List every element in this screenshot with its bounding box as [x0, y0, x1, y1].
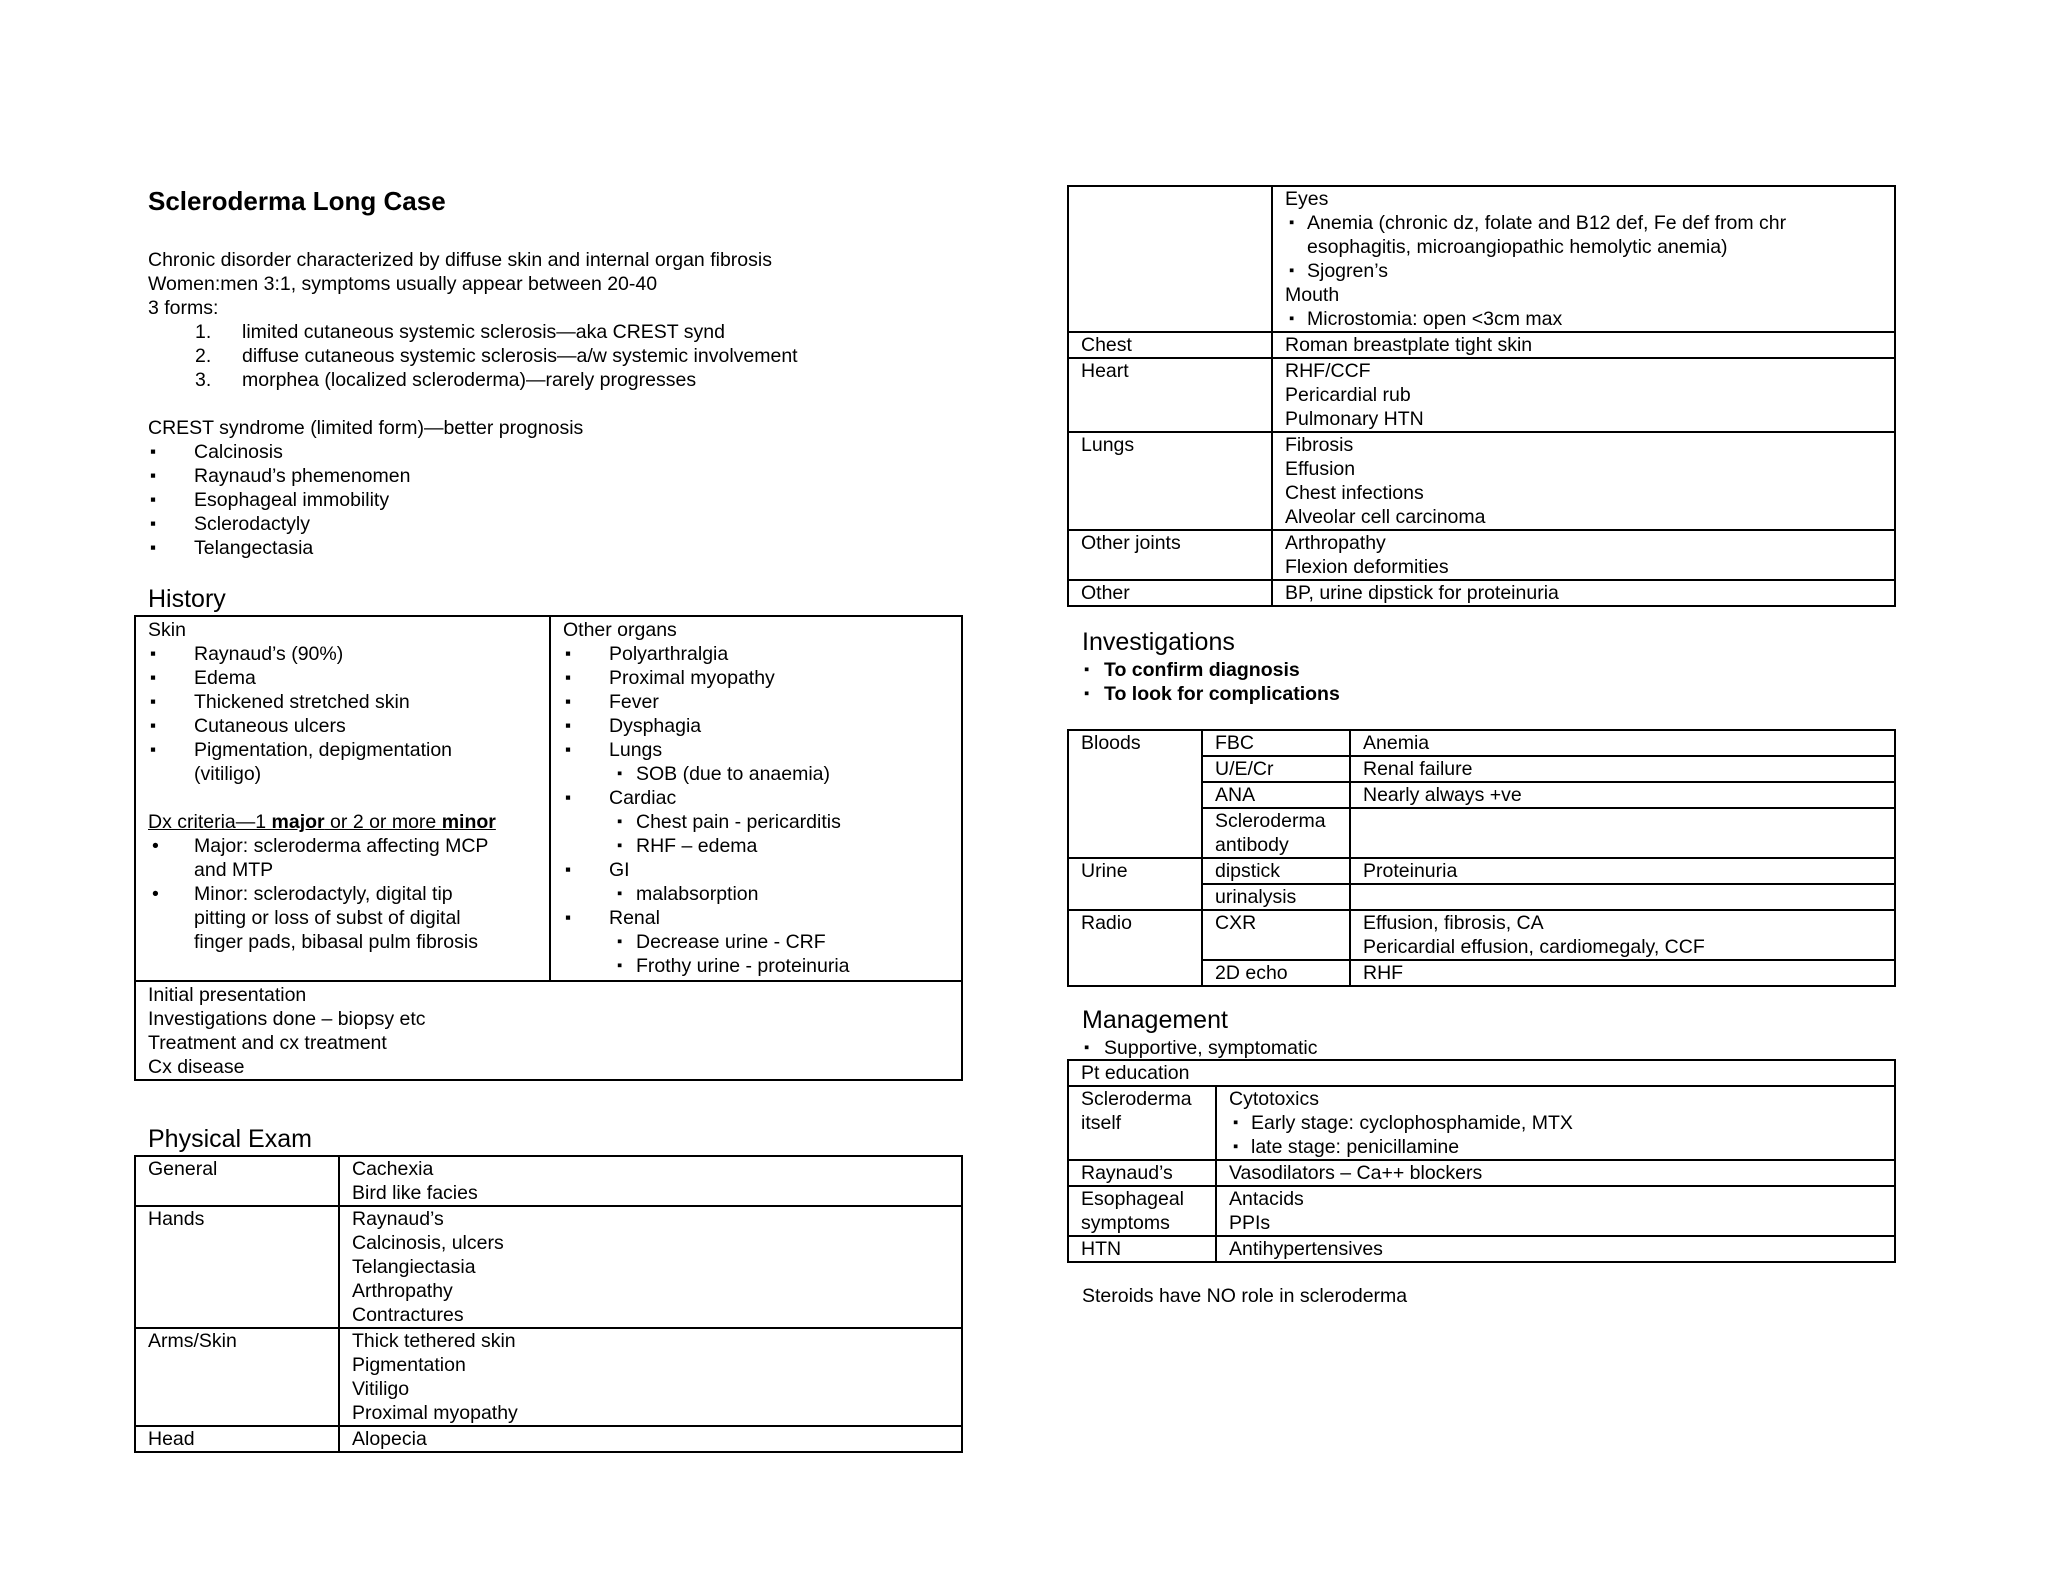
list-item: ▪ To confirm diagnosis: [1080, 658, 1340, 682]
list-item: ▪ Telangectasia: [148, 536, 583, 560]
list-item: ▪ Thickened stretched skin: [148, 690, 549, 714]
exam-findings: Thick tethered skin Pigmentation Vitiligo Proximal myopathy: [339, 1328, 962, 1426]
physical-exam-table: [134, 1155, 963, 1453]
other-organs-label: Other organs: [563, 619, 677, 641]
sub-list-item: ▪ RHF – edema: [563, 834, 961, 858]
crest-heading: CREST syndrome (limited form)—better prognosis: [148, 417, 584, 439]
sub-list-item: ▪ Decrease urine - CRF: [563, 930, 961, 954]
sub-list-item: ▪ SOB (due to anaemia): [563, 762, 961, 786]
treatment-cell: Antihypertensives: [1216, 1236, 1895, 1262]
list-item: ▪ Calcinosis: [148, 440, 583, 464]
list-item: ▪ Raynaud’s phemenomen: [148, 464, 583, 488]
exam-findings: Roman breastplate tight skin: [1272, 332, 1895, 358]
history-note: Treatment and cx treatment: [148, 1032, 387, 1054]
history-bottom-cell: [135, 981, 962, 1080]
exam-findings: Cachexia Bird like facies: [339, 1156, 962, 1206]
list-item: ▪ GI: [563, 858, 961, 882]
exam-label: Arms/Skin: [135, 1328, 339, 1426]
test-cell: FBC: [1202, 730, 1350, 756]
exam-label: [1068, 186, 1272, 332]
list-item: ▪ Cardiac: [563, 786, 961, 810]
list-item: ▪ Renal: [563, 906, 961, 930]
list-item: ▪ Early stage: cyclophosphamide, MTX: [1229, 1111, 1894, 1135]
dx-criteria-heading: Dx criteria—1 major or 2 or more minor: [148, 811, 496, 833]
physical-exam-continued-table: [1067, 185, 1896, 607]
result-cell: [1350, 884, 1895, 910]
skin-cell: [135, 616, 550, 981]
list-item: ▪ Microstomia: open <3cm max: [1285, 307, 1894, 331]
result-cell: Effusion, fibrosis, CA Pericardial effusion, cardiomegaly, CCF: [1350, 910, 1895, 960]
list-item: ▪ Pigmentation, depigmentation: [148, 738, 549, 762]
result-cell: Anemia: [1350, 730, 1895, 756]
investigations-table: [1067, 729, 1896, 987]
crest-list: [148, 440, 583, 560]
intro-line: 3 forms:: [148, 297, 219, 319]
exam-label: Head: [135, 1426, 339, 1452]
pt-education-cell: Pt education: [1068, 1060, 1895, 1086]
treatment-cell: Vasodilators – Ca++ blockers: [1216, 1160, 1895, 1186]
investigations-heading: Investigations: [1082, 628, 1235, 656]
group-label: Urine: [1068, 858, 1202, 910]
list-item: ▪ To look for complications: [1080, 682, 1340, 706]
list-item: ▪ Edema: [148, 666, 549, 690]
page-title: Scleroderma Long Case: [148, 186, 446, 216]
list-item: 1. limited cutaneous systemic sclerosis—aka CREST synd: [195, 321, 725, 343]
exam-label: Lungs: [1068, 432, 1272, 530]
list-item: 3. morphea (localized scleroderma)—rarely progresses: [195, 369, 697, 391]
intro-line: Chronic disorder characterized by diffuse skin and internal organ fibrosis: [148, 249, 772, 271]
test-cell: U/E/Cr: [1202, 756, 1350, 782]
exam-label: Heart: [1068, 358, 1272, 432]
list-item: ▪ Sclerodactyly: [148, 512, 583, 536]
test-cell: ANA: [1202, 782, 1350, 808]
list-item: ▪ Cutaneous ulcers: [148, 714, 549, 738]
list-item: 2. diffuse cutaneous systemic sclerosis—a/w systemic involvement: [195, 345, 798, 367]
condition-label: Esophageal symptoms: [1068, 1186, 1216, 1236]
management-summary: [1080, 1036, 1318, 1060]
forms-list: [148, 320, 798, 392]
result-cell: Renal failure: [1350, 756, 1895, 782]
exam-label: Other joints: [1068, 530, 1272, 580]
history-table: [134, 615, 963, 1081]
exam-findings: Fibrosis Effusion Chest infections Alveolar cell carcinoma: [1272, 432, 1895, 530]
exam-findings: Eyes ▪ Anemia (chronic dz, folate and B12 def, Fe def from chr esophagitis, microangiopathic hemolytic anemia) ▪ Sjogren’s Mouth ▪ Microstomia: open <3cm max: [1272, 186, 1895, 332]
exam-findings: Raynaud’s Calcinosis, ulcers Telangiectasia Arthropathy Contractures: [339, 1206, 962, 1328]
management-heading: Management: [1082, 1006, 1228, 1034]
intro-block: [148, 248, 798, 392]
intro-line: Women:men 3:1, symptoms usually appear between 20-40: [148, 273, 658, 295]
exam-label: Hands: [135, 1206, 339, 1328]
test-cell: urinalysis: [1202, 884, 1350, 910]
crest-block: [148, 416, 583, 560]
history-heading: History: [148, 585, 226, 613]
physical-exam-heading: Physical Exam: [148, 1125, 312, 1153]
group-label: Radio: [1068, 910, 1202, 986]
list-item: ▪ Proximal myopathy: [563, 666, 961, 690]
list-item: ▪ Fever: [563, 690, 961, 714]
treatment-cell: Cytotoxics ▪ Early stage: cyclophosphamide, MTX ▪ late stage: penicillamine: [1216, 1086, 1895, 1160]
management-table: [1067, 1059, 1896, 1263]
result-cell: Proteinuria: [1350, 858, 1895, 884]
investigation-goals: [1080, 658, 1340, 706]
result-cell: RHF: [1350, 960, 1895, 986]
list-item: ▪ late stage: penicillamine: [1229, 1135, 1894, 1159]
sub-list-item: ▪ malabsorption: [563, 882, 961, 906]
list-item: ▪ Polyarthralgia: [563, 642, 961, 666]
group-label: Bloods: [1068, 730, 1202, 858]
exam-findings: Arthropathy Flexion deformities: [1272, 530, 1895, 580]
list-item: ▪ Anemia (chronic dz, folate and B12 def, Fe def from chr esophagitis, microangiopathic hemolytic anemia): [1285, 211, 1894, 259]
exam-label: Other: [1068, 580, 1272, 606]
treatment-cell: Antacids PPIs: [1216, 1186, 1895, 1236]
exam-label: Chest: [1068, 332, 1272, 358]
steroids-note: Steroids have NO role in scleroderma: [1082, 1285, 1408, 1307]
list-item: ▪ Sjogren’s: [1285, 259, 1894, 283]
test-cell: CXR: [1202, 910, 1350, 960]
sub-list-item: ▪ Chest pain - pericarditis: [563, 810, 961, 834]
list-item: ▪ Esophageal immobility: [148, 488, 583, 512]
result-cell: [1350, 808, 1895, 858]
condition-label: Raynaud’s: [1068, 1160, 1216, 1186]
test-cell: Scleroderma antibody: [1202, 808, 1350, 858]
test-cell: dipstick: [1202, 858, 1350, 884]
other-organs-cell: [550, 616, 962, 981]
result-cell: Nearly always +ve: [1350, 782, 1895, 808]
skin-label: Skin: [148, 619, 186, 641]
history-note: Initial presentation: [148, 984, 307, 1006]
list-item: ▪ Supportive, symptomatic: [1080, 1036, 1318, 1060]
exam-findings: BP, urine dipstick for proteinuria: [1272, 580, 1895, 606]
history-note: Investigations done – biopsy etc: [148, 1008, 426, 1030]
list-item: ▪ Lungs: [563, 738, 961, 762]
exam-findings: Alopecia: [339, 1426, 962, 1452]
exam-findings: RHF/CCF Pericardial rub Pulmonary HTN: [1272, 358, 1895, 432]
list-item: ▪ Raynaud’s (90%): [148, 642, 549, 666]
exam-label: General: [135, 1156, 339, 1206]
sub-list-item: ▪ Frothy urine - proteinuria: [563, 954, 961, 978]
condition-label: Scleroderma itself: [1068, 1086, 1216, 1160]
list-item: ▪ Dysphagia: [563, 714, 961, 738]
list-item-continued: (vitiligo): [194, 763, 262, 785]
list-item: • Major: scleroderma affecting MCP and MTP: [148, 834, 549, 882]
list-item: • Minor: sclerodactyly, digital tip pitting or loss of subst of digital finger pads, bibasal pulm fibrosis: [148, 882, 549, 954]
test-cell: 2D echo: [1202, 960, 1350, 986]
history-note: Cx disease: [148, 1056, 245, 1078]
condition-label: HTN: [1068, 1236, 1216, 1262]
